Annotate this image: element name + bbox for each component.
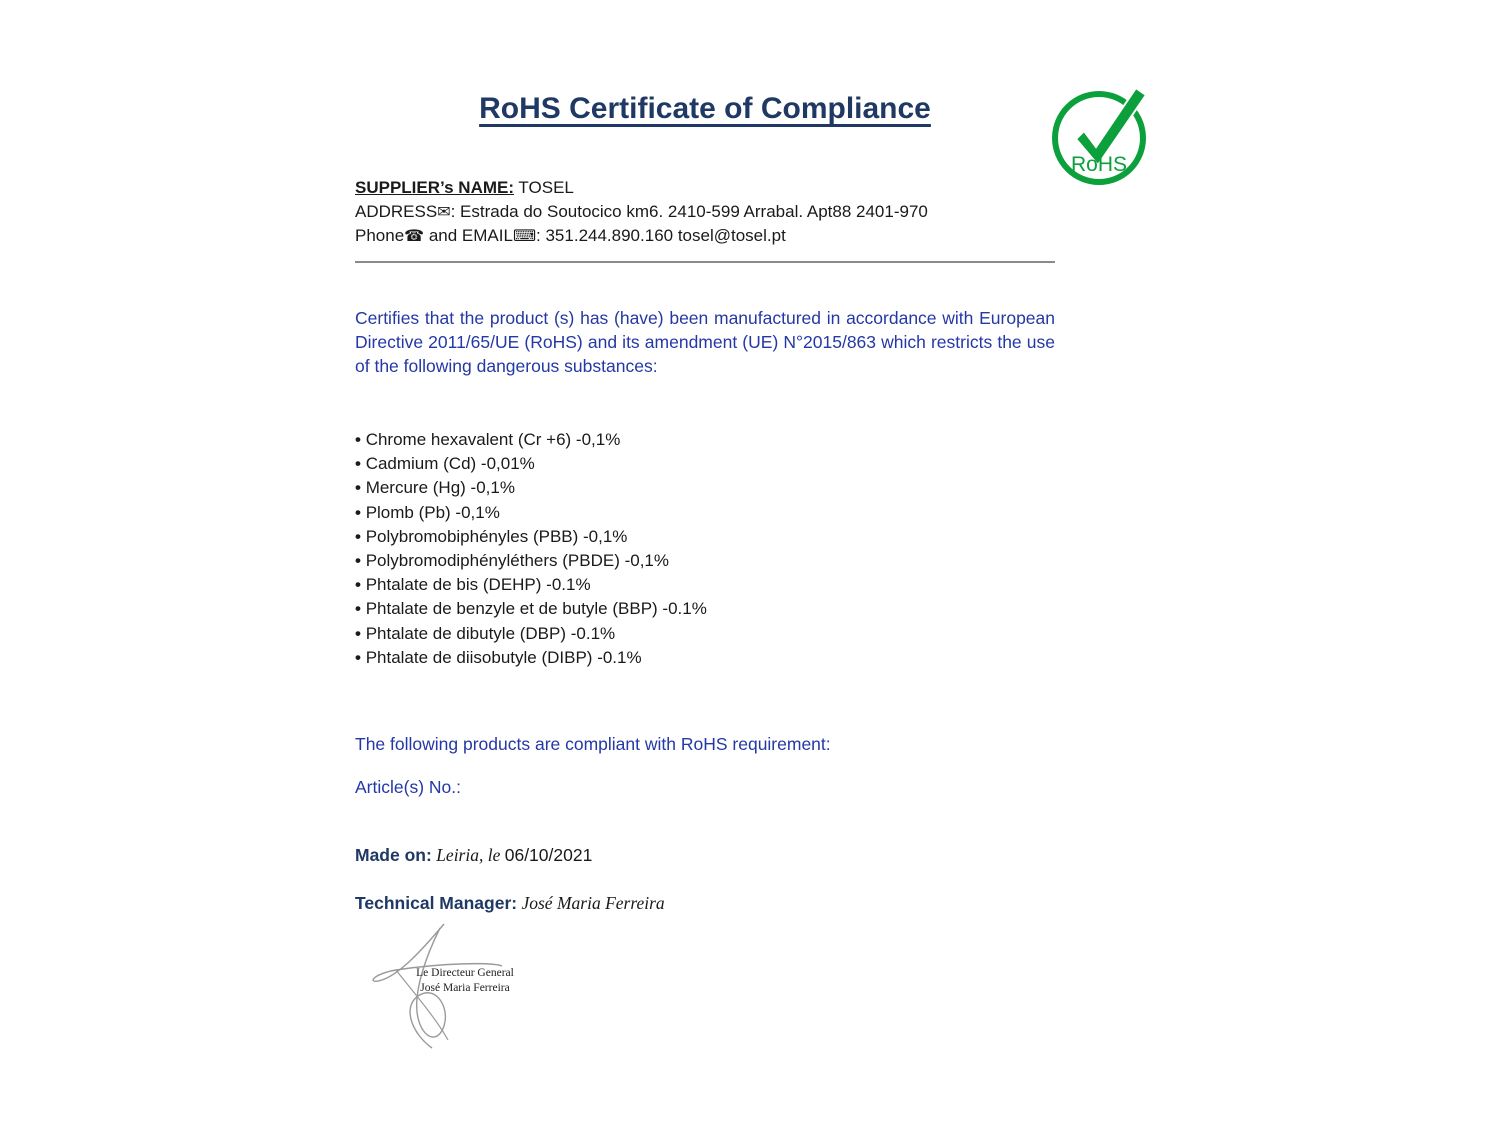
made-on-place: Leiria, le: [431, 845, 505, 865]
rohs-check-icon: [1050, 82, 1152, 188]
substance-item: • Phtalate de benzyle et de butyle (BBP) -0.1%: [355, 597, 1055, 621]
supplier-name-line: [355, 176, 1075, 200]
phone-label: Phone: [355, 226, 405, 245]
made-on-label: Made on:: [355, 845, 432, 865]
articles-label: Article(s) No.:: [355, 777, 461, 797]
compliance-statement: The following products are compliant with RoHS requirement:: [355, 734, 831, 754]
address-label: ADDRESS: [355, 202, 438, 221]
signature-name: José Maria Ferreira: [420, 982, 510, 994]
made-on-date: 06/10/2021: [504, 845, 593, 865]
supplier-info: [355, 176, 1075, 248]
substance-item: • Polybromobiphényles (PBB) -0,1%: [355, 525, 1055, 549]
technical-manager-line: [355, 893, 1055, 914]
envelope-icon: ✉: [437, 202, 451, 221]
substance-item: • Phtalate de diisobutyle (DIBP) -0.1%: [355, 646, 1055, 670]
rohs-logo-label: RoHS: [1070, 153, 1128, 176]
made-on-line: [355, 845, 1055, 866]
technical-manager-label: Technical Manager:: [355, 893, 518, 913]
contact-value: : 351.244.890.160 tosel@tosel.pt: [536, 226, 786, 245]
signature-text: [390, 966, 540, 996]
horizontal-divider: [355, 261, 1055, 263]
supplier-name-label: SUPPLIER’s NAME:: [355, 178, 515, 197]
address-value: : Estrada do Soutocico km6. 2410-599 Arrabal. Apt88 2401-970: [450, 202, 928, 221]
supplier-name-value: TOSEL: [514, 178, 574, 197]
technical-manager-name: José Maria Ferreira: [517, 893, 665, 913]
substance-item: • Phtalate de bis (DEHP) -0.1%: [355, 573, 1055, 597]
substance-item: • Mercure (Hg) -0,1%: [355, 476, 1055, 500]
signature-block: [352, 922, 562, 1062]
substance-item: • Chrome hexavalent (Cr +6) -0,1%: [355, 428, 1055, 452]
substance-item: • Polybromodiphényléthers (PBDE) -0,1%: [355, 549, 1055, 573]
computer-icon: ⌨: [512, 226, 537, 245]
substance-item: • Cadmium (Cd) -0,01%: [355, 452, 1055, 476]
rohs-logo: [1050, 82, 1152, 188]
phone-icon: ☎: [404, 226, 425, 245]
certification-paragraph: Certifies that the product (s) has (have) been manufactured in accordance with European Directive 2011/65/UE (RoHS) and its amendment (UE) N°2015/863 which restricts the use of the following dangerous substances:: [355, 308, 1055, 376]
supplier-contact-line: [355, 224, 1075, 248]
substance-item: • Phtalate de dibutyle (DBP) -0.1%: [355, 622, 1055, 646]
page-title: RoHS Certificate of Compliance: [479, 92, 931, 125]
supplier-address-line: [355, 200, 1075, 224]
email-label: and EMAIL: [424, 226, 513, 245]
signature-title: Le Directeur General: [416, 967, 514, 979]
substance-item: • Plomb (Pb) -0,1%: [355, 501, 1055, 525]
substances-list: [355, 428, 1055, 670]
